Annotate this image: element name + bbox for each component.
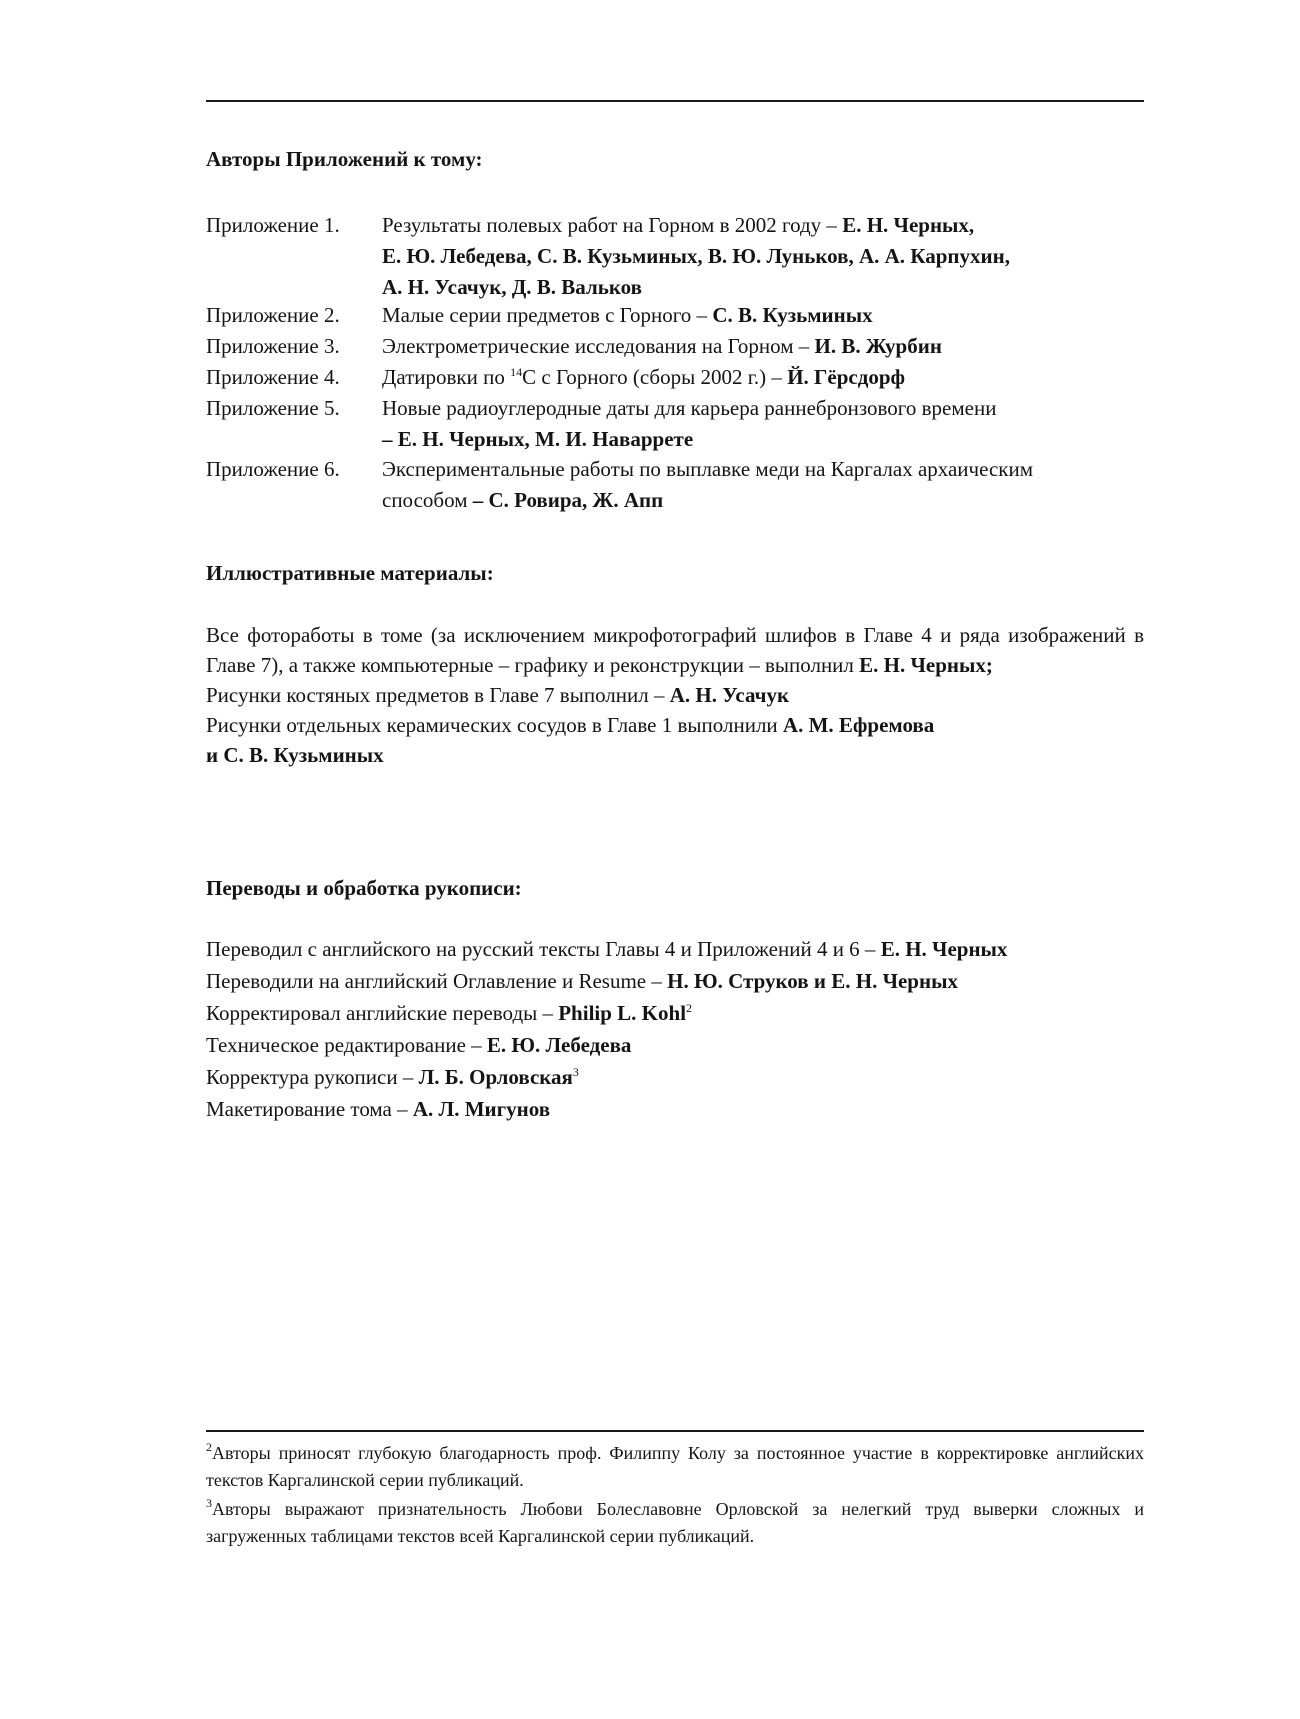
appendix-description <box>382 300 1152 331</box>
appendix-text: Результаты полевых работ на Горном в 2002 году – <box>382 213 837 237</box>
illustrations-body <box>206 620 1144 770</box>
appendix-text: Электрометрические исследования на Горном – <box>382 334 810 358</box>
footnote-rule <box>206 1430 1144 1432</box>
appendix-authors-heading: Авторы Приложений к тому: <box>206 147 483 171</box>
credit-text: Рисунки костяных предметов в Главе 7 выполнил – <box>206 683 665 707</box>
credit-text: Макетирование тома – <box>206 1097 408 1121</box>
footnote-marker: 2 <box>206 1440 212 1454</box>
appendix-text: Малые серии предметов с Горного – <box>382 303 708 327</box>
credit-text: Техническое редактирование – <box>206 1033 482 1057</box>
credit-author: Н. Ю. Струков и Е. Н. Черных <box>667 969 958 993</box>
credit-text: Корректура рукописи – <box>206 1065 414 1089</box>
appendix-description <box>382 393 1152 455</box>
credit-text: Переводили на английский Оглавление и Resume – <box>206 969 662 993</box>
credit-author: Philip L. Kohl <box>558 1001 687 1025</box>
appendix-label: Приложение 3. <box>206 334 340 358</box>
appendix-description <box>382 362 1152 393</box>
credit-line <box>206 965 1144 997</box>
illustrations-paragraph <box>206 620 1144 680</box>
credit-text: Переводил с английского на русский тексты Главы 4 и Приложений 4 и 6 – <box>206 937 876 961</box>
appendix-authors: – Е. Н. Черных, М. И. Наваррете <box>382 427 694 451</box>
appendix-text: Датировки по <box>382 365 505 389</box>
credit-author: Е. Н. Черных; <box>859 653 993 677</box>
appendix-label: Приложение 1. <box>206 213 340 237</box>
appendix-authors: И. В. Журбин <box>814 334 942 358</box>
appendix-authors: Й. Гёрсдорф <box>787 365 906 389</box>
appendix-text: Экспериментальные работы по выплавке меди на Каргалах архаическим <box>382 457 1033 481</box>
credit-author: А. Н. Усачук <box>669 683 790 707</box>
footnote-ref[interactable]: 3 <box>572 1065 579 1079</box>
footnote-ref[interactable]: 2 <box>686 1001 693 1015</box>
appendix-authors: А. Н. Усачук, Д. В. Вальков <box>382 275 642 299</box>
credit-line <box>206 710 1144 740</box>
appendix-description <box>382 331 1152 362</box>
appendix-description <box>382 454 1152 516</box>
appendix-label: Приложение 2. <box>206 303 340 327</box>
paragraph-text: Все фотоработы в томе (за исключением микрофотографий шлифов в Главе 4 и ряда изображений в Главе 7), а также компьютерные – графику и реконструкции – выполнил <box>206 623 1144 677</box>
appendix-description <box>382 210 1152 303</box>
footnote-2 <box>206 1440 1144 1494</box>
translations-heading: Переводы и обработка рукописи: <box>206 876 522 900</box>
appendix-text: Новые радиоуглеродные даты для карьера раннебронзового времени <box>382 396 997 420</box>
footnote-text: Авторы выражают признательность Любови Болеславовне Орловской за нелегкий труд выверки сложных и загруженных таблицами текстов всей Каргалинской серии публикаций. <box>206 1499 1144 1546</box>
credit-author: и С. В. Кузьминых <box>206 743 384 767</box>
appendix-label: Приложение 4. <box>206 365 340 389</box>
appendix-authors: Е. Ю. Лебедева, С. В. Кузьминых, В. Ю. Луньков, А. А. Карпухин, <box>382 244 1010 268</box>
appendix-authors: – С. Ровира, Ж. Апп <box>472 488 664 512</box>
appendix-authors: Е. Н. Черных, <box>842 213 975 237</box>
credit-line <box>206 680 1144 710</box>
credit-author: Л. Б. Орловская <box>418 1065 573 1089</box>
credit-line <box>206 740 1144 770</box>
appendix-text: способом <box>382 488 468 512</box>
appendix-label: Приложение 6. <box>206 457 340 481</box>
credit-text: Корректировал английские переводы – <box>206 1001 553 1025</box>
credit-author: А. Л. Мигунов <box>412 1097 551 1121</box>
appendix-text: С с Горного (сборы 2002 г.) – <box>522 365 782 389</box>
footnote-marker: 3 <box>206 1496 212 1510</box>
credit-author: Е. Н. Черных <box>880 937 1008 961</box>
credit-text: Рисунки отдельных керамических сосудов в Главе 1 выполнили <box>206 713 778 737</box>
credit-author: А. М. Ефремова <box>782 713 935 737</box>
credit-line <box>206 1093 1144 1125</box>
top-rule <box>206 100 1144 102</box>
translations-body <box>206 933 1144 1125</box>
appendix-authors: С. В. Кузьминых <box>712 303 873 327</box>
footnote-text: Авторы приносят глубокую благодарность проф. Филиппу Колу за постоянное участие в корректировке английских текстов Каргалинской серии публикаций. <box>206 1443 1144 1490</box>
credit-line <box>206 1061 1144 1093</box>
credit-author: Е. Ю. Лебедева <box>486 1033 632 1057</box>
credit-line <box>206 1029 1144 1061</box>
isotope-superscript: 14 <box>510 365 523 379</box>
footnote-3 <box>206 1496 1144 1550</box>
illustrations-heading: Иллюстративные материалы: <box>206 561 494 585</box>
appendix-label: Приложение 5. <box>206 396 340 420</box>
credit-line <box>206 997 1144 1029</box>
credit-line <box>206 933 1144 965</box>
